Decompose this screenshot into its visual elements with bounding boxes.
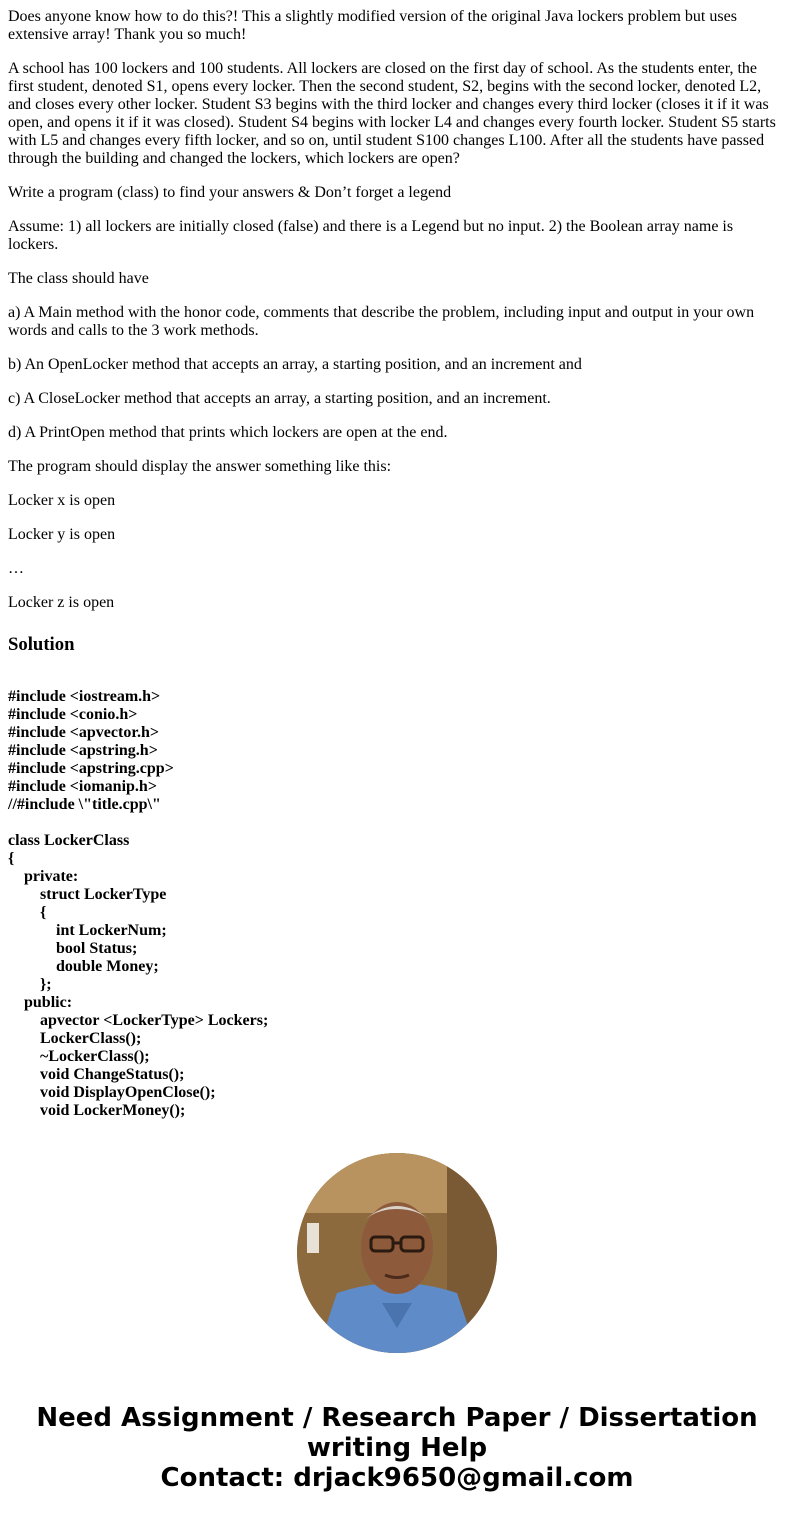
question-paragraph: The program should display the answer something like this: — [8, 458, 392, 475]
question-paragraph: Does anyone know how to do this?! This a slightly modified version of the original Java lockers problem but uses extensive array! Thank you so much! — [8, 8, 737, 43]
code-line: #include <iostream.h> — [8, 688, 161, 705]
code-line: apvector <LockerType> Lockers; — [8, 1012, 269, 1029]
banner-line: Need Assignment / Research Paper / Dissertation — [36, 1403, 758, 1433]
question-paragraph: d) A PrintOpen method that prints which lockers are open at the end. — [8, 424, 448, 441]
code-line: void ChangeStatus(); — [8, 1066, 185, 1083]
sample-output-line: Locker y is open — [8, 526, 116, 543]
code-line: //#include \"title.cpp\" — [8, 796, 161, 813]
question-paragraph: A school has 100 lockers and 100 students. All lockers are closed on the first day of school. As the students enter, the first student, denoted S1, opens every locker. Then the second student, S2, begins with the second locker, denoted L2, and closes every other locker. Student S3 begins with the third locker and changes every third locker (closes it if it was open, and opens it if it was closed). Student S4 begins with locker L4 and changes every fourth locker. Student S5 starts with L5 and changes every fifth locker, and so on, until student S100 changes L100. After all the students have passed through the building and changed the lockers, which lockers are open? — [8, 60, 776, 167]
solution-code — [8, 688, 268, 1120]
code-line: void DisplayOpenClose(); — [8, 1084, 216, 1101]
question-body — [8, 8, 780, 656]
code-line: #include <iomanip.h> — [8, 778, 157, 795]
code-line: struct LockerType — [8, 886, 167, 903]
code-line: #include <apvector.h> — [8, 724, 159, 741]
code-line: class LockerClass — [8, 832, 130, 849]
question-paragraph: b) An OpenLocker method that accepts an array, a starting position, and an increment and — [8, 356, 582, 373]
author-photo — [297, 1153, 497, 1353]
question-paragraph: a) A Main method with the honor code, comments that describe the problem, including input and output in your own words and calls to the 3 work methods. — [8, 304, 755, 339]
help-banner — [0, 1403, 794, 1493]
code-line: }; — [8, 976, 52, 993]
code-line: public: — [8, 994, 73, 1011]
code-line: #include <conio.h> — [8, 706, 138, 723]
code-line: { — [8, 850, 15, 867]
code-line: #include <apstring.cpp> — [8, 760, 174, 777]
question-paragraph: Write a program (class) to find your answers & Don’t forget a legend — [8, 184, 452, 201]
code-line: double Money; — [8, 958, 159, 975]
banner-line: writing Help — [306, 1433, 488, 1463]
code-line: private: — [8, 868, 79, 885]
sample-output-line: Locker x is open — [8, 492, 116, 509]
contact-email: Contact: drjack9650@gmail.com — [160, 1463, 634, 1493]
code-line: bool Status; — [8, 940, 138, 957]
solution-heading: Solution — [8, 634, 75, 655]
question-paragraph: Assume: 1) all lockers are initially closed (false) and there is a Legend but no input. 2) the Boolean array name is lockers. — [8, 218, 734, 253]
code-line: ~LockerClass(); — [8, 1048, 150, 1065]
sample-output-line: … — [8, 560, 24, 577]
question-paragraph: The class should have — [8, 270, 149, 287]
code-line: #include <apstring.h> — [8, 742, 158, 759]
code-line: LockerClass(); — [8, 1030, 142, 1047]
sample-output-line: Locker z is open — [8, 594, 115, 611]
code-line — [8, 814, 268, 832]
author-avatar — [297, 1153, 497, 1353]
code-line: void LockerMoney(); — [8, 1102, 186, 1119]
question-paragraph: c) A CloseLocker method that accepts an array, a starting position, and an increment. — [8, 390, 551, 407]
code-line: int LockerNum; — [8, 922, 167, 939]
code-line: { — [8, 904, 47, 921]
